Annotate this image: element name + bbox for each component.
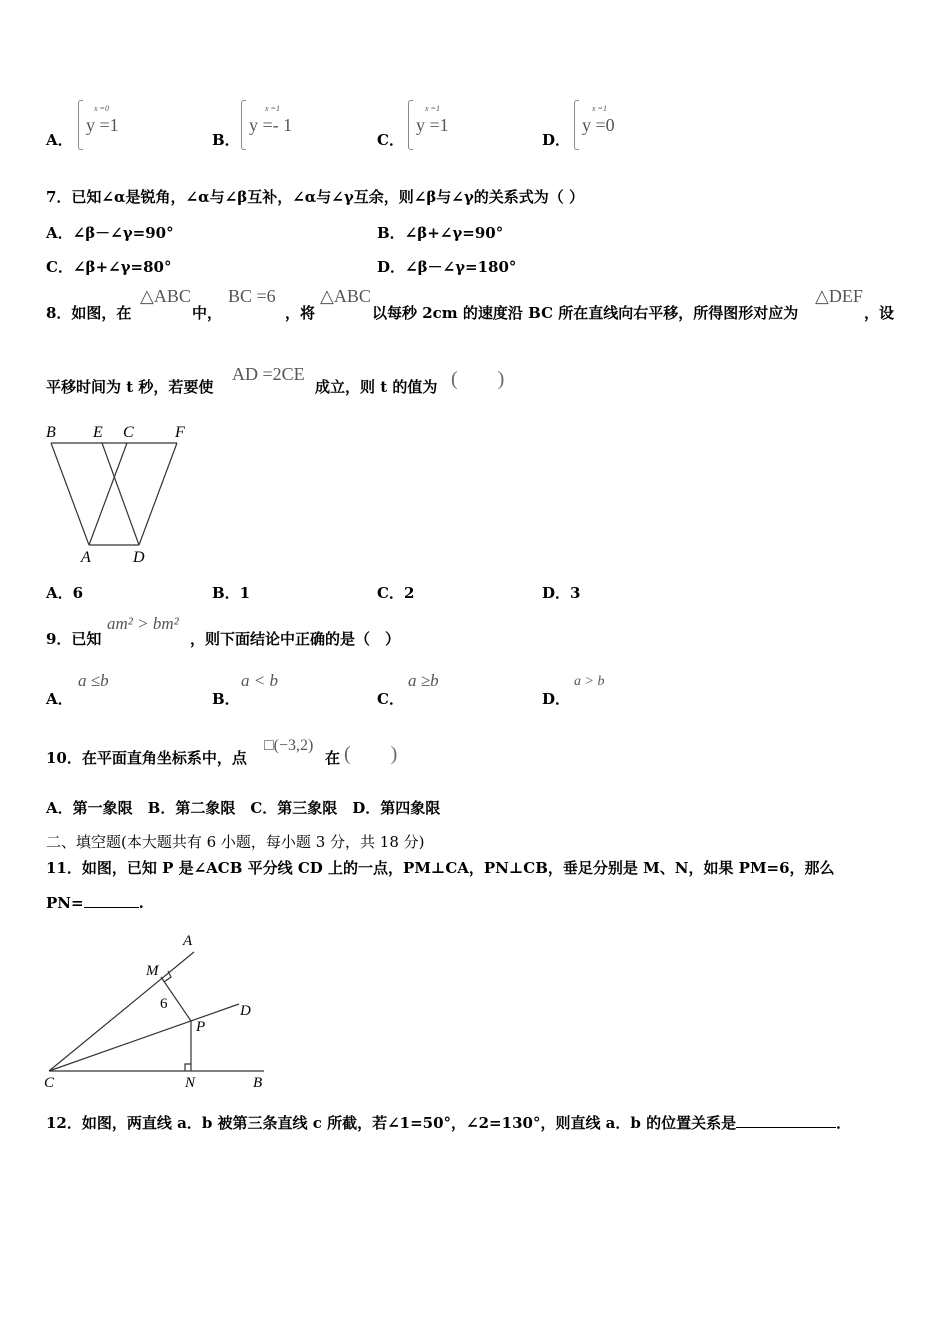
q7-stem: 7．已知∠α是锐角，∠α与∠β互补，∠α与∠γ互余，则∠β与∠γ的关系式为（ ） bbox=[46, 188, 584, 206]
q12-line bbox=[46, 1112, 851, 1133]
q6-option-c-eq: y =1 bbox=[416, 115, 449, 135]
q11-ray-ca bbox=[49, 952, 194, 1071]
q6-option-d-brace bbox=[574, 100, 579, 150]
q8-line2a: 平移时间为 t 秒，若要使 bbox=[46, 378, 214, 396]
q8-triangle-abc-2: △ABC bbox=[320, 286, 371, 306]
q6-option-b-eq: y =- 1 bbox=[249, 115, 293, 135]
q6-option-b-brace bbox=[241, 100, 246, 150]
q9-option-a-expr: a ≤b bbox=[78, 671, 109, 690]
q8-option-d: D．3 bbox=[542, 584, 581, 602]
q8-text-1: 中， bbox=[192, 304, 223, 322]
q6-option-a-brace bbox=[78, 100, 83, 150]
q11-right-angle-n bbox=[185, 1064, 191, 1071]
q9-option-c-label: C． bbox=[377, 690, 404, 708]
q9-option-b-expr: a < b bbox=[241, 671, 278, 690]
q8-text-3: 以每秒 2cm 的速度沿 BC 所在直线向右平移，所得图形对应为 bbox=[372, 304, 799, 322]
q8-triangle-def: △DEF bbox=[815, 286, 863, 306]
q8-label-c: C bbox=[123, 424, 134, 441]
q11-label-n: N bbox=[185, 1075, 196, 1091]
q9-option-d-label: D． bbox=[542, 690, 571, 708]
q11-label-b: B bbox=[253, 1075, 263, 1091]
q11-label-a: A bbox=[183, 933, 193, 949]
q8-line2b: 成立，则 t 的值为 bbox=[315, 378, 438, 396]
q8-ad-eq: AD =2CE bbox=[232, 364, 305, 384]
q8-option-b: B．1 bbox=[212, 584, 251, 602]
q9-option-d-expr: a > b bbox=[574, 674, 605, 689]
q8-triangle-abc: △ABC bbox=[140, 286, 191, 306]
q9-option-b-label: B． bbox=[212, 690, 240, 708]
q8-option-c: C．2 bbox=[377, 584, 415, 602]
q6-option-a-label: A． bbox=[46, 131, 73, 149]
q6-option-c-brace bbox=[408, 100, 413, 150]
section-2-heading: 二、填空题(本大题共有 6 小题，每小题 3 分，共 18 分) bbox=[46, 833, 425, 851]
q8-answer-paren: ( ) bbox=[451, 368, 505, 390]
q8-bc-eq: BC =6 bbox=[228, 286, 276, 306]
q9-text: ，则下面结论中正确的是（ ） bbox=[190, 630, 401, 648]
q7-option-d: D．∠β－∠γ=180° bbox=[377, 258, 517, 276]
q8-text-2: ，将 bbox=[285, 304, 316, 322]
q8-label-f: F bbox=[175, 424, 185, 441]
q11-pn-label: PN= bbox=[46, 894, 84, 912]
q9-option-c-expr: a ≥b bbox=[408, 671, 439, 690]
q6-option-b-label: B． bbox=[212, 131, 240, 149]
q6-option-a-top: x =0 bbox=[94, 104, 109, 113]
q6-option-d-eq: y =0 bbox=[582, 115, 615, 135]
q9-num: 9．已知 bbox=[46, 630, 102, 648]
q12-stem: 12．如图，两直线 a．b 被第三条直线 c 所截，若∠1=50°，∠2=130°，则直线 a．b 的位置关系是 bbox=[46, 1114, 737, 1132]
q11-label-p: P bbox=[196, 1019, 206, 1035]
q11-label-c: C bbox=[44, 1075, 55, 1091]
q8-text-4: ，设 bbox=[864, 304, 895, 322]
q9-option-a-label: A． bbox=[46, 690, 73, 708]
q11-label-m: M bbox=[146, 963, 159, 979]
q11-line2 bbox=[46, 894, 144, 912]
q11-end: . bbox=[138, 894, 144, 912]
q12-end: ． bbox=[836, 1114, 852, 1132]
q11-label-six: 6 bbox=[160, 996, 168, 1012]
q10-stem: 10．在平面直角坐标系中，点 bbox=[46, 749, 247, 767]
q7-option-b: B．∠β+∠γ=90° bbox=[377, 224, 504, 242]
q6-option-d-label: D． bbox=[542, 131, 571, 149]
q8-figure bbox=[40, 420, 200, 570]
q8-num: 8．如图，在 bbox=[46, 304, 132, 322]
q9-condition: am² > bm² bbox=[107, 614, 179, 633]
q8-line-df bbox=[139, 443, 177, 545]
q8-line-ba bbox=[51, 443, 89, 545]
q10-point: □(−3,2) bbox=[264, 737, 314, 754]
q11-stem: 11．如图，已知 P 是∠ACB 平分线 CD 上的一点，PM⊥CA，PN⊥CB，垂足分别是 M、N，如果 PM=6，那么 bbox=[46, 859, 835, 877]
q10-text: 在 bbox=[325, 749, 341, 767]
q6-option-c-top: x =1 bbox=[425, 104, 440, 113]
q8-label-b: B bbox=[46, 424, 56, 441]
q6-option-a-eq: y =1 bbox=[86, 115, 119, 135]
q11-answer-blank[interactable] bbox=[84, 907, 139, 908]
q12-answer-blank[interactable] bbox=[736, 1127, 836, 1128]
q8-option-a: A．6 bbox=[46, 584, 84, 602]
q8-label-a: A bbox=[81, 549, 91, 566]
q6-option-d-top: x =1 bbox=[592, 104, 607, 113]
q6-option-c-label: C． bbox=[377, 131, 404, 149]
q8-label-e: E bbox=[93, 424, 103, 441]
q7-option-c: C．∠β+∠γ=80° bbox=[46, 258, 172, 276]
q11-ray-cd bbox=[49, 1004, 239, 1071]
q11-label-d: D bbox=[240, 1003, 251, 1019]
q6-option-b-top: x =1 bbox=[265, 104, 280, 113]
q11-figure bbox=[40, 925, 280, 1095]
q8-label-d: D bbox=[133, 549, 145, 566]
q10-options: A．第一象限 B．第二象限 C．第三象限 D．第四象限 bbox=[46, 799, 441, 817]
q10-answer-paren: ( ) bbox=[344, 743, 398, 765]
q7-option-a: A．∠β－∠γ=90° bbox=[46, 224, 174, 242]
